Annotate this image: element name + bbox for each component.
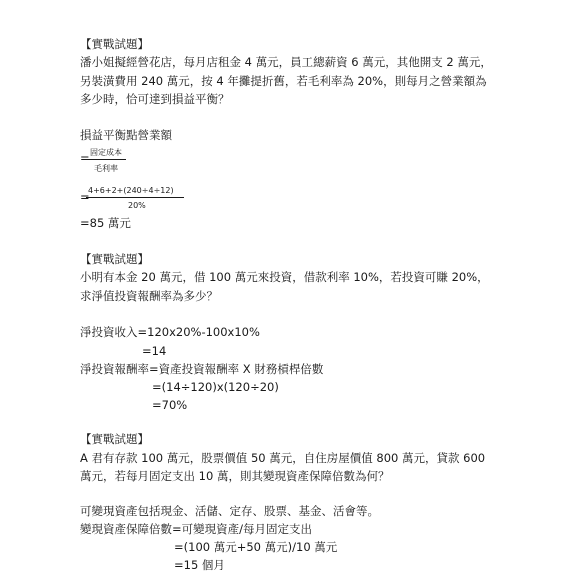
section2-answer-line1: 淨投資收入=120x20%-100x10% bbox=[80, 325, 260, 339]
section3-answer-line1: 可變現資產包括現金、活儲、定存、股票、基金、活會等。 bbox=[80, 504, 379, 518]
fraction2-denominator: 20% bbox=[128, 201, 146, 210]
section1-equals-1: = bbox=[80, 151, 90, 165]
section1-question-line1: 潘小姐擬經營花店，每月店租金 4 萬元，員工總薪資 6 萬元，其他開支 2 萬元， bbox=[80, 55, 492, 69]
fraction1-numerator: 固定成本 bbox=[90, 148, 122, 157]
section3-answer-line3: =(100 萬元+50 萬元)/10 萬元 bbox=[174, 540, 338, 554]
section1-result: =85 萬元 bbox=[80, 216, 131, 230]
fraction1-bar bbox=[86, 159, 126, 160]
section3-answer-line4: =15 個月 bbox=[174, 558, 225, 572]
section1-question-line3: 多少時，恰可達到損益平衡？ bbox=[80, 92, 230, 106]
section2-title: 【實戰試題】 bbox=[80, 252, 149, 266]
section1-equals-2: = bbox=[80, 190, 90, 204]
section1-question-line2: 另裝潢費用 240 萬元，按 4 年攤提折舊，若毛利率為 20%，則每月之營業額為 bbox=[80, 74, 487, 88]
fraction1-denominator: 毛利率 bbox=[94, 164, 118, 173]
section3-answer-line2: 變現資產保障倍數=可變現資產/每月固定支出 bbox=[80, 522, 313, 536]
section2-answer-line3: 淨投資報酬率=資產投資報酬率 X 財務槓桿倍數 bbox=[80, 362, 324, 376]
section1-title: 【實戰試題】 bbox=[80, 37, 149, 51]
section1-answer-label: 損益平衡點營業額 bbox=[80, 128, 172, 142]
section3-question-line2: 萬元，若每月固定支出 10 萬，則其變現資產保障倍數為何？ bbox=[80, 469, 390, 483]
section3-title: 【實戰試題】 bbox=[80, 432, 149, 446]
section2-question-line1: 小明有本金 20 萬元，借 100 萬元來投資，借款利率 10%，若投資可賺 20%， bbox=[80, 270, 489, 284]
fraction2-bar bbox=[86, 197, 184, 198]
section2-question-line2: 求淨值投資報酬率為多少？ bbox=[80, 289, 218, 303]
section2-answer-line4: =(14÷120)x(120÷20) bbox=[152, 380, 279, 394]
section2-answer-line5: =70% bbox=[152, 398, 188, 412]
fraction2-numerator: 4+6+2+(240÷4÷12) bbox=[88, 186, 174, 195]
section3-question-line1: A 君有存款 100 萬元，股票價值 50 萬元，自住房屋價值 800 萬元，貸款 600 bbox=[80, 451, 486, 465]
section2-answer-line2: =14 bbox=[142, 344, 167, 358]
